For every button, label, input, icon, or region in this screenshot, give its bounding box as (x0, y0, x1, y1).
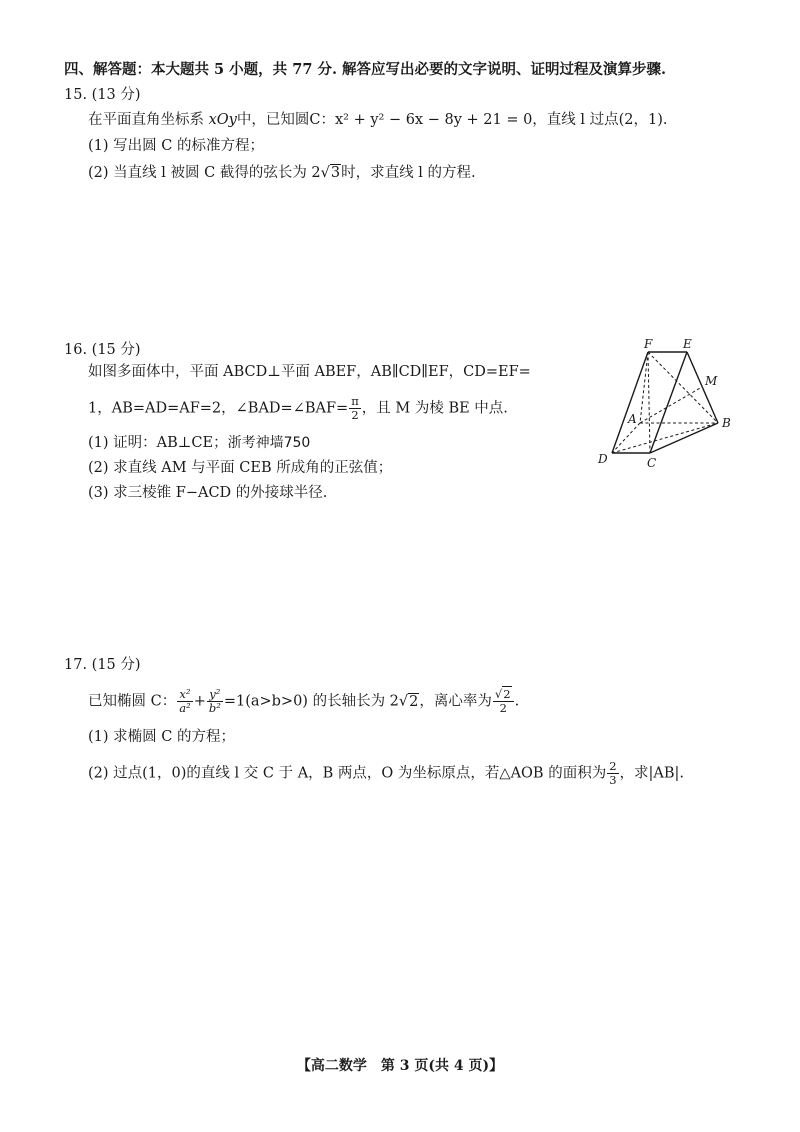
q17-period: . (514, 693, 520, 710)
label-E: E (683, 337, 692, 351)
q16-line1: 如图多面体中，平面 ABCD⊥平面 ABEF，AB∥CD∥EF，CD=EF= (88, 364, 531, 380)
polyhedron-figure (590, 335, 740, 475)
q15-number: 15. (13 分) (64, 87, 141, 103)
q16-line2-b: ，且 M 为棱 BE 中点. (361, 400, 508, 417)
edge-DB (612, 423, 718, 453)
page-footer: 【高二数学 第 3 页(共 4 页)】 (296, 1058, 504, 1074)
q15-stem-b: 中，已知圆 (236, 112, 310, 128)
label-B: B (722, 416, 731, 430)
label-A: A (628, 412, 637, 426)
edge-EC (650, 352, 687, 453)
label-M: M (705, 374, 718, 388)
edge-FC (648, 352, 650, 453)
q17-line1: 已知椭圆 C： $\frac{\text{x²}}{\text{a²}}$ + $\frac{\text{y²}}{\text{b²}}$ =1(a>b>0) 的长轴长为 2√2，离心率为 $\frac{√2}{2}$ . (88, 687, 520, 715)
q17-y2: y² (207, 688, 223, 702)
q15-stem (88, 110, 668, 130)
q15-stem-xoy: xOy (208, 112, 237, 128)
q16-part1 (88, 433, 310, 453)
q15-stem-a: 在平面直角坐标系 (88, 112, 204, 128)
label-C: C (647, 456, 657, 470)
q15-part2-a: (2) 当直线 l 被圆 C 截得的弦长为 2 (88, 165, 321, 181)
q17-e-den: 2 (499, 701, 507, 715)
q17-line1-c: ，离心率为 (419, 693, 492, 710)
q16-part3: (3) 求三棱锥 F−ACD 的外接球半径. (88, 485, 328, 501)
q17-line1-b: =1(a>b>0) 的长轴长为 2 (223, 693, 399, 710)
x-over-a-fraction (177, 688, 192, 715)
q17-e-num: 2 (503, 687, 511, 701)
q17-a2: a² (179, 701, 191, 715)
section-header: 四、解答题：本大题共 5 小题，共 77 分. 解答应写出必要的文字说明、证明过程及演算步骤. (64, 61, 667, 78)
q17-area-num: 2 (609, 759, 617, 773)
q17-part2 (88, 760, 684, 787)
q17-number: 17. (15 分) (64, 657, 141, 673)
q16-pi-fraction (349, 395, 361, 422)
q17-line1-a: 已知椭圆 C： (88, 693, 177, 710)
y-over-b-fraction (207, 688, 223, 715)
q17-sqrt2: 2 (409, 693, 419, 710)
q16-pi-den: 2 (351, 408, 359, 422)
q16-line2-a: 1，AB=AD=AF=2，∠BAD=∠BAF= (88, 400, 349, 417)
edge-AD (612, 423, 640, 453)
q16-number: 16. (15 分) (64, 342, 141, 358)
q15-part2: (2) 当直线 l 被圆 C 截得的弦长为 2√3时，求直线 l 的方程. (88, 165, 476, 181)
q15-part2-b: 时，求直线 l 的方程. (341, 165, 476, 181)
q16-pi-num: π (351, 394, 359, 408)
q17-part2-a: (2) 过点(1，0)的直线 l 交 C 于 A，B 两点，O 为坐标原点，若△AOB 的面积为 (88, 765, 607, 782)
edge-CB (650, 423, 718, 453)
eccentricity-fraction: $\frac{√2}{2}$ (493, 688, 514, 715)
label-F: F (644, 337, 653, 351)
q15-stem-c: C：x² + y² − 6x − 8y + 21 = 0，直线 l 过点(2，1). (309, 112, 668, 128)
q16-part1-text: (1) 证明：AB⊥CE； (88, 435, 228, 451)
q15-part1: (1) 写出圆 C 的标准方程； (88, 138, 264, 154)
q17-b2: b² (208, 701, 221, 715)
area-fraction (607, 760, 618, 787)
q17-area-den: 3 (609, 773, 617, 787)
q17-x2: x² (177, 688, 192, 702)
q15-part2-sqrt: 3 (330, 165, 341, 181)
q17-part1: (1) 求椭圆 C 的方程； (88, 729, 235, 745)
q17-plus: + (193, 693, 206, 710)
watermark-text: 浙考神墙750 (227, 435, 311, 451)
label-D: D (598, 452, 608, 466)
q16-part2: (2) 求直线 AM 与平面 CEB 所成角的正弦值； (88, 460, 393, 476)
q16-line2 (88, 395, 508, 422)
q17-part2-b: ，求|AB|. (619, 765, 685, 782)
